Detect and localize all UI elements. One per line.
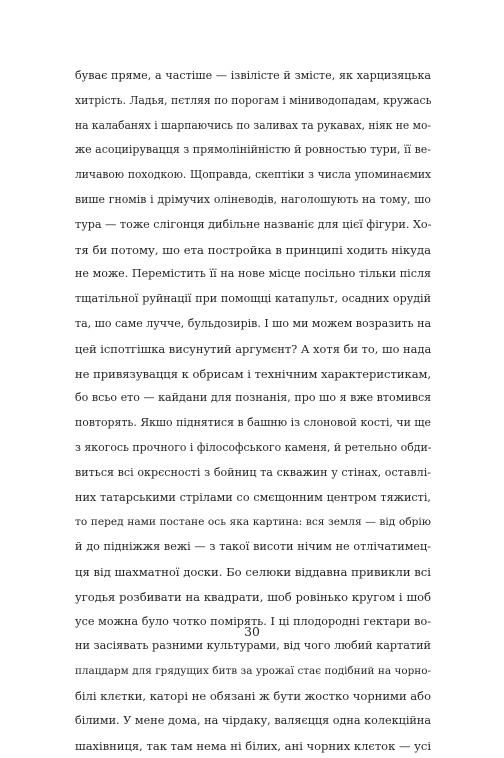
text-line: усе можна було чотко помірять. І ці плодородні гектари во-	[75, 614, 431, 628]
text-line: шахівниця, так там нема ні білих, ані чорних клєток — усі	[75, 738, 431, 753]
text-line: й до підніжжя вежі — з такої висоти нічим не отлічатимец-	[75, 540, 431, 554]
text-line: же асоциірувацця з прямолінійністю й ровностью тури, її ве-	[75, 143, 431, 157]
text-line: повторять. Якшо піднятися в башню із слоновой кості, чи ще	[75, 416, 431, 430]
text-line: з якогось прочного і філософського каменя, й ретельно обди-	[75, 440, 432, 454]
text-line: виться всі окрєсності з бойниц та скважин у стінах, оставлі-	[75, 465, 431, 479]
text-line: ни засіявать разними культурами, від чого любий картатий	[75, 639, 431, 653]
body-text	[75, 64, 431, 758]
text-line: угодья розбивати на квадрати, шоб ровінько кругом і шоб	[75, 589, 431, 604]
text-line: тщатільної руйнації при помощці катапульт, осадних орудій	[75, 292, 431, 306]
text-line: білими. У мене дома, на чірдаку, валяєцця одна колекційна	[75, 713, 431, 727]
text-line: бо всьо ето — кайдани для познанія, про шо я вже втомився	[75, 391, 432, 405]
text-line: білі клєтки, каторі не обязані ж бути жостко чорними або	[75, 688, 431, 703]
text-line: личавою походкою. Щоправда, скептіки з числа упоминаємих	[75, 168, 431, 182]
page-number: 30	[244, 624, 260, 639]
text-line: буває пряме, а частіше — ізвілісте й змісте, як харцизяцька	[75, 69, 431, 82]
text-line: хитрість. Ладья, пєтляя по порогам і міниводопадам, кружась	[75, 93, 432, 107]
text-line: плацдарм для грядущих битв за урожаї стає подібний на чорно-	[75, 665, 431, 678]
text-line: више гномів і дрімучих оліневодів, наголошують на тому, шо	[75, 192, 431, 206]
text-line: ця від шахматної доски. Бо селюки віддавна привикли всі	[75, 564, 431, 579]
text-line: цей іспотгішка висунутий аргумєнт? А хотя би то, шо нада	[75, 341, 432, 356]
text-line: то перед нами постане ось яка картина: вся земля — від обрію	[75, 516, 431, 529]
text-line: тура — тоже слігонця дибільне названіє для цієї фігури. Хо-	[75, 217, 432, 231]
text-line: не може. Перемістить її на нове місце посільно тільки після	[75, 267, 431, 281]
text-line: на калабанях і шарпаючись по заливах та рукавах, ніяк не мо-	[75, 118, 431, 132]
text-line: них татарськими стрілами со смєщонним центром тяжисті,	[75, 490, 431, 504]
text-line: та, шо саме лучче, бульдозирів. І шо ми можем возразить на	[75, 316, 431, 330]
text-line: не привязувацця к обрисам і технічним характеристикам,	[75, 366, 432, 381]
text-line: тя би потому, шо ета постройка в принципі ходить нікуда	[75, 242, 431, 257]
